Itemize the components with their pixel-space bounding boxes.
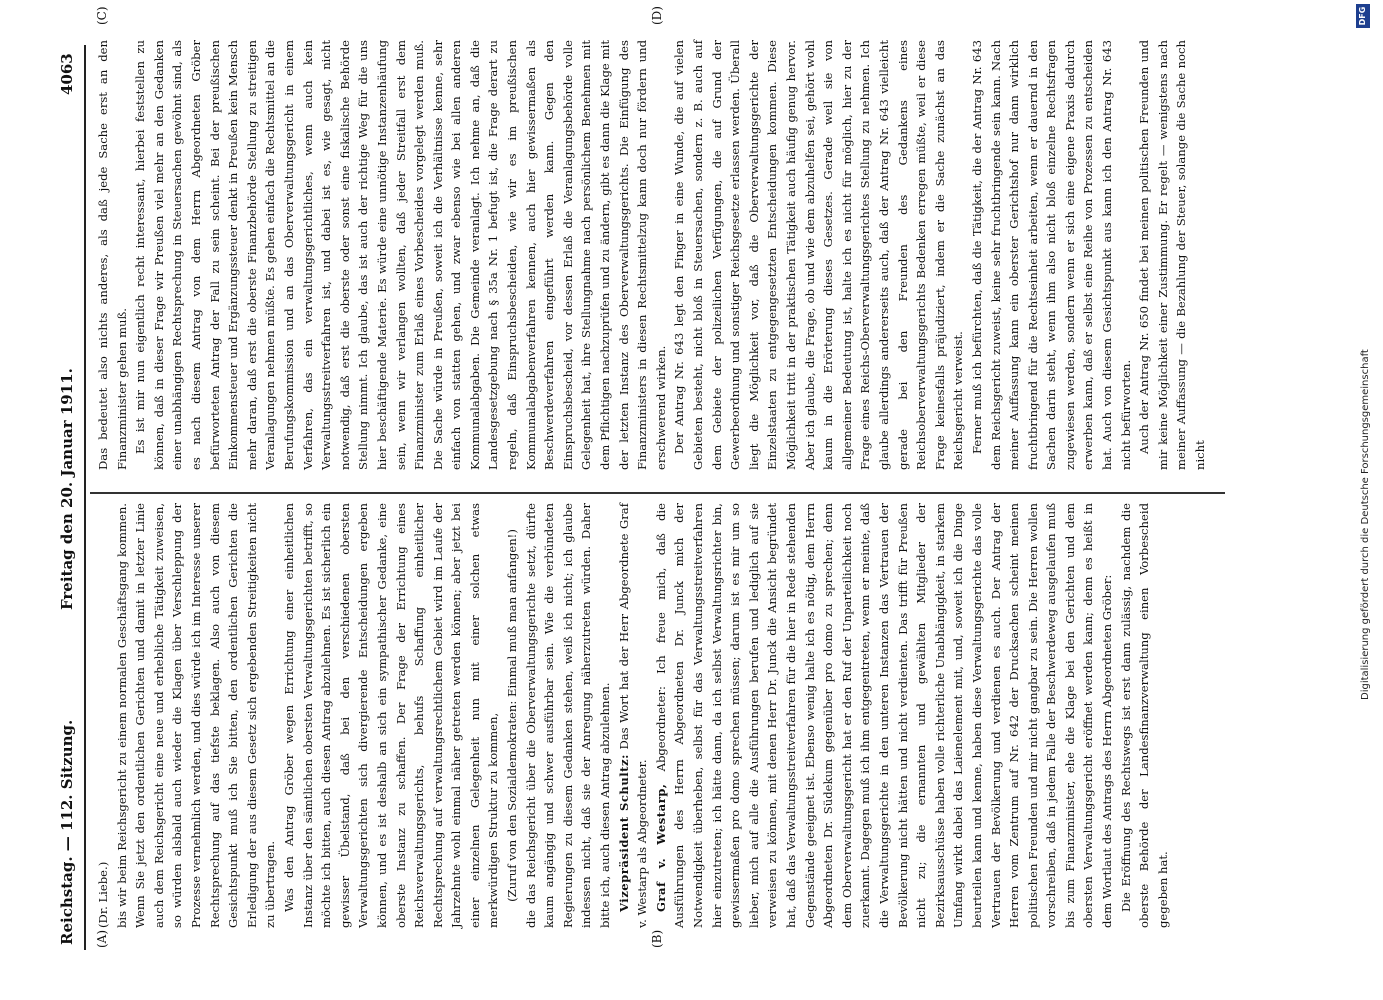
paragraph: Was den Antrag Gröber wegen Errichtung einer einheitlichen Instanz über den sämtlichen obersten Verwaltungsgerichten betrifft, so möchte ich bitten, auch diesen Antrag abzulehnen. Es ist sicherlich ein gewisser Übelstand, daß bei den verschiedenen obersten Verwaltungsgerichten sich divergierende Entscheidungen ergeben können, und es ist deshalb an sich ein sympathischer Gedanke, eine oberste Instanz zu schaffen. Der Frage der Errichtung eines Reichsverwaltungsgerichts, behufs Schaffung einheitlicher Rechtsprechung auf verwaltungsrechtlichem Gebiet wird im Laufe der Jahrzehnte wohl einmal näher getreten werden können; aber jetzt bei einer einzelnen Gelegenheit nun mit einer solchen etwas merkwürdigen Struktur zu kommen, bbox=[281, 503, 501, 928]
left-column bbox=[94, 503, 1172, 928]
right-column bbox=[94, 40, 1210, 470]
margin-marker-d: (D) bbox=[650, 6, 664, 25]
paragraph: Ferner muß ich befürchten, daß die Tätigkeit, die der Antrag Nr. 643 dem Reichsgericht zuweist, keine sehr fruchtbringende sein kann. Nach meiner Auffassung kann ein oberster Gerichtshof nur dann wirklich fruchtbringend für die Rechtseinheit arbeiten, wenn er dauernd in den Sachen darin steht, wenn ihm also nicht bloß einzelne Rechtsfragen zugewiesen werden, sondern wenn er sich eine eigene Praxis dadurch erwerben kann, daß er selbst eine Reihe von Prozessen zu entscheiden hat. Auch von diesem Gesichtspunkt aus kann ich den Antrag Nr. 643 nicht befürworten. bbox=[969, 40, 1133, 470]
margin-marker-b: (B) bbox=[650, 929, 664, 948]
header-session-title: Reichstag. — 112. Sitzung. bbox=[58, 719, 76, 945]
page-number: 4063 bbox=[58, 53, 76, 95]
paragraph: bis wir beim Reichsgericht zu einem normalen Geschäftsgang kommen. Wenn Sie jetzt den ordentlichen Gerichten und damit in letzter Linie auch dem Reichsgericht eine neue und erhebliche Tätigkeit zuweisen, so würden alsbald auch wieder die Klagen über Verschleppung der Prozesse vernehmlich werden, und dies würde ich im Interesse unserer Rechtsprechung auf das tiefste beklagen. Also auch von diesem Gesichtspunkt muß ich Sie bitten, den ordentlichen Gerichten die Erledigung der aus diesem Gesetz sich ergebenden Streitigkeiten nicht zu übertragen. bbox=[114, 503, 278, 928]
statement-text: Das Wort hat der Herr Abgeordnete Graf v. Westarp als Abgeordneter. bbox=[616, 503, 650, 928]
header-date: Freitag den 20. Januar 1911. bbox=[58, 368, 76, 610]
paragraph: Der Antrag Nr. 643 legt den Finger in eine Wunde, die auf vielen Gebieten besteht, nicht bloß in Steuersachen, sondern z. B. auch auf dem Gebiete der polizeilichen Verfügungen, die auf Grund der Gewerbeordnung und sonstiger Reichsgesetze erlassen werden. Überall liegt die Möglichkeit vor, daß die Oberverwaltungsgerichte der Einzelstaaten zu entgegengesetzten Entscheidungen kommen. Diese Möglichkeit tritt in der praktischen Tätigkeit auch häufig genug hervor. Aber ich glaube, die Frage, ob und wie dem abzuhelfen sei, gehört wohl kaum in die Erörterung dieses Gesetzes. Gerade weil sie von allgemeiner Bedeutung ist, halte ich es nicht für möglich, hier zu der Frage eines Reichs-Oberverwaltungsgerichtes Stellung zu nehmen. Ich glaube allerdings andererseits auch, daß der Antrag Nr. 643 vielleicht gerade bei den Freunden des Gedankens eines Reichsoberverwaltungsgerichts Bedenken erregen müßte, weil er diese Frage keinesfalls präjudiziert, indem er die Sache zunächst an das Reichsgericht verweist. bbox=[672, 40, 966, 470]
interjection: (Zuruf von den Sozialdemokraten: Einmal muß man anfangen!) bbox=[505, 529, 520, 902]
speaker-role: Abgeordneter: bbox=[653, 686, 668, 772]
dfg-logo: DFG bbox=[1356, 4, 1370, 28]
paragraph: Auch der Antrag Nr. 650 findet bei meinen politischen Freunden und mir keine Möglichkeit einer Zustimmung. Er regelt — wenigstens nach meiner Auffassung — die Bezahlung der Steuer, solange die Sache noch nicht bbox=[1137, 40, 1208, 470]
speaker-name: Vizepräsident Schultz: bbox=[616, 754, 631, 912]
paragraph: Es ist mir nun eigentlich recht interessant, hierbei feststellen zu können, daß in dieser Frage wir Preußen viel mehr an den Gedanken einer unabhängigen Rechtsprechung in Steuersachen gewöhnt sind, als es nach diesem Antrag von dem Herrn Abgeordneten Gröber befürworteten Antrag der Fall zu sein scheint. Bei der preußischen Einkommensteuer und Ergänzungssteuer denkt in Preußen kein Mensch mehr daran, daß erst die oberste Finanzbehörde Stellung zu streitigen Veranlagungen nehmen müßte. Es gehen einfach die Rechtsmittel an die Berufungskommission und an das Oberverwaltungsgericht in einem Verfahren, das ein verwaltungsgerichtliches, wenn auch kein Verwaltungsstreitverfahren ist, und dabei ist es, wie gesagt, nicht notwendig, daß erst die oberste oder sonst eine fiskalische Behörde Stellung nimmt. Ich glaube, das ist auch der richtige Weg für die uns hier beschäftigende Materie. Es würde eine unnötige Instanzenhäufung sein, wenn wir verlangen wollten, daß jeder Streitfall erst dem Finanzminister zum Erlaß eines Vorbescheides vorgelegt werden muß. Die Sache würde in Preußen, soweit ich die Verhältnisse kenne, sehr einfach von statten gehen, und zwar ebenso wie bei allen anderen Kommunalabgaben. Die Gemeinde veranlagt. Ich nehme an, daß die Landesgesetzgebung nach § 35a Nr. 1 befugt ist, die Frage derart zu regeln, daß Einspruchsbescheiden, wie wir es im preußischen Kommunalabgabenverfahren kennen, auch hier gewissermaßen als Beschwerdeverfahren eingeführt werden kann. Gegen den Einspruchsbescheid, vor dessen Erlaß die Veranlagungsbehörde volle Gelegenheit hat, ihre Stellungnahme nach persönlichem Benehmen mit dem Pflichtigen nachzuprüfen und zu ändern, gibt es dann die Klage mit der letzten Instanz des Oberverwaltungsgerichts. Die Einfügung des Finanzministers in diesen Rechtsmittelzug kann doch nur fördern und erschwerend wirken. bbox=[133, 40, 668, 470]
paragraph: die das Reichsgericht über die Oberverwaltungsgerichte setzt, dürfte kaum angängig und schwer ausführbar sein. Wie die verbündeten Regierungen zu diesem Gedanken stehen, weiß ich nicht; ich glaube indessen nicht, daß sie der Anregung näherzutreten würden. Daher bitte ich, auch diesen Antrag abzulehnen. bbox=[523, 503, 613, 928]
margin-marker-a: (A) bbox=[95, 929, 109, 948]
speaker-note: (Dr. Liebe.) bbox=[96, 861, 110, 928]
digitization-credit: Digitalisierung gefördert durch die Deutsche Forschungsgemeinschaft bbox=[1360, 349, 1371, 700]
margin-marker-c: (C) bbox=[95, 6, 109, 25]
quotation: Die Eröffnung des Rechtswegs ist erst dann zulässig, nachdem die oberste Behörde der Landesfinanzverwaltung einen Vorbescheid gegeben hat. bbox=[1118, 503, 1170, 928]
speech-text: Ich freue mich, daß die Ausführungen des Herrn Abgeordneten Dr. Junck mich der Notwendigkeit überheben, selbst für das Verwaltungsstreitverfahren hier einzutreten; ich hätte dann, da ich selbst Verwaltungsrichter bin, gewissermaßen pro domo sprechen müssen; darum ist es mir um so lieber, mich auf alle die Ausführungen berufen und lediglich auf sie verweisen zu können, mit denen Herr Dr. Junck die Ansicht begründet hat, daß das Verwaltungsstreitverfahren für die hier in Rede stehenden Gegenstände geeignet ist. Ebenso wenig halte ich es nötig, dem Herrn Abgeordneten Dr. Südekum gegenüber pro domo zu sprechen; denn dem Oberverwaltungsgericht hat er den Ruf der Unparteilichkeit noch zuerkannt. Dagegen muß ich ihm entgegentreten, wenn er meinte, daß die Verwaltungsgerichte in den unteren Instanzen das Vertrauen der Bevölkerung nicht hätten und nicht verdienten. Das trifft für Preußen nicht zu; die ernannten und gewählten Mitglieder der Bezirksausschüsse haben volle richterliche Unabhängigkeit, in starkem Umfang wirkt dabei das Laienelement mit, und, soweit ich die Dinge beurteilen kann und kenne, haben diese Verwaltungsgerichte das volle Vertrauen der Bevölkerung und verdienen es auch. Der Antrag der Herren vom Zentrum auf Nr. 642 der Drucksachen scheint meinen politischen Freunden und mir nicht gangbar zu sein. Die Herren wollen vorschreiben, daß in jedem Falle der Beschwerdeweg ausgelaufen muß bis zum Finanzminister, ehe die Klage bei den Gerichten und dem obersten Verwaltungsgericht eröffnet werden kann; denn es heißt in dem Wortlaut des Antrags des Herrn Abgeordneten Gröber: bbox=[653, 503, 1115, 928]
paragraph: Das bedeutet also nichts anderes, als daß jede Sache erst an den Finanzminister gehen muß. bbox=[96, 40, 129, 470]
vice-president-statement bbox=[615, 503, 652, 928]
speech-paragraph bbox=[652, 503, 1117, 928]
speaker-name: Graf v. Westarp, bbox=[653, 783, 668, 912]
column-divider bbox=[90, 493, 1225, 495]
header-rule bbox=[84, 45, 86, 950]
